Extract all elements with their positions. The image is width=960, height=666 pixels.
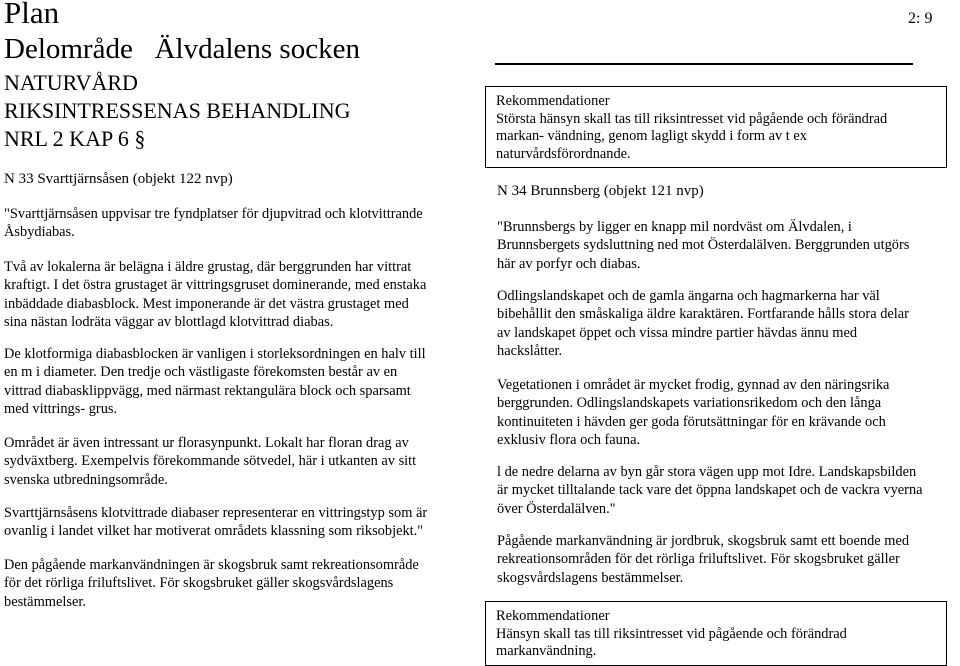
- text-line: med vittrings- grus.: [4, 401, 118, 418]
- text-line: är mycket tilltalande tack vare det öppna landskapet och de vackra vyerna: [497, 482, 923, 499]
- page-title: Plan: [4, 0, 60, 30]
- text-line: rekreationsområden för det rörliga friluftslivet. För skogsbruket gäller: [497, 551, 900, 568]
- left-paragraph-4: [4, 434, 416, 489]
- left-paragraph-1: [4, 205, 423, 242]
- text-line: kontinuiteten i hävden ger goda förutsättningar för en krävande och: [497, 413, 886, 430]
- text-line: Största hänsyn skall tas till riksintresset vid pågående och förändrad: [496, 110, 888, 127]
- section-heading-nrl: NRL 2 KAP 6 §: [4, 126, 146, 151]
- text-line: över Österdalälven.": [497, 500, 616, 517]
- text-line: l de nedre delarna av byn går stora vägen upp mot Idre. Landskapsbilden: [497, 464, 917, 480]
- text-line: vittrad diabasklippvägg, med närmast rektangulära block och sparsamt: [4, 382, 411, 399]
- text-line: bibehållit den småskaliga äldre karaktären. Fortfarande hålls stora delar: [497, 306, 909, 323]
- area-prefix: Delområde: [4, 33, 133, 65]
- recommendation-box-1: [485, 86, 947, 168]
- text-line: Två av lokalerna är belägna i äldre grustag, där berggrunden har vittrat: [4, 259, 412, 275]
- area-name: Älvdalens socken: [154, 33, 360, 65]
- text-line: sydväxtberg. Exempelvis förekommande sötvedel, här i utkanten av sitt: [4, 453, 417, 470]
- object-title-n33: N 33 Svarttjärnsåsen (objekt 122 nvp): [4, 171, 233, 187]
- text-line: inbäddade diabasblock. Mest imponerande är det västra grustaget med: [4, 295, 409, 312]
- area-heading: [4, 31, 360, 67]
- right-paragraph-5: [497, 532, 909, 587]
- recommendation-box-2: [485, 601, 947, 666]
- text-line: Svarttjärnsåsens klotvittrade diabaser representerar en vittringstyp som är: [4, 505, 428, 521]
- text-line: ovanlig i landet vilket har motiverat områdets klassning som riksobjekt.": [4, 523, 424, 540]
- text-line: av landskapet öppet och vissa mindre partier hävdas ännu med: [497, 324, 858, 341]
- text-line: Åsbydiabas.: [4, 224, 75, 241]
- text-line: kraftigt. I det östra grustaget är vittringsgruset dominerande, med enstaka: [4, 277, 427, 294]
- object-title-n34: N 34 Brunnsberg (objekt 121 nvp): [497, 183, 704, 199]
- text-line: sina nästan lodräta väggar av blottlagd klotvittrad diabas.: [4, 314, 334, 331]
- text-line: svenska utbredningsområde.: [4, 471, 168, 488]
- text-line: här av porfyr och diabas.: [497, 255, 641, 272]
- left-paragraph-2: [4, 258, 426, 332]
- text-line: naturvårdsförordnande.: [496, 145, 631, 162]
- text-line: Brunnsbergets sydsluttning ned mot Österdalälven. Berggrunden utgörs: [497, 237, 910, 254]
- text-line: De klotformiga diabasblocken är vanligen i storleksordningen en halv till: [4, 346, 426, 362]
- text-line: berggrunden. Odlingslandskapets variationsrikedom och den långa: [497, 395, 882, 412]
- left-paragraph-6: [4, 556, 419, 611]
- text-line: Odlingslandskapet och de gamla ängarna och hagmarkerna har väl: [497, 288, 880, 304]
- text-line: Pågående markanvändning är jordbruk, skogsbruk samt ett boende med: [497, 533, 910, 549]
- text-line: bestämmelser.: [4, 593, 86, 610]
- header-rule: [495, 63, 913, 65]
- text-line: "Svarttjärnsåsen uppvisar tre fyndplatser för djupvitrad och klotvittrande: [4, 206, 423, 222]
- text-line: markanvändning.: [496, 643, 597, 660]
- text-line: för det rörliga friluftslivet. För skogsbruket gäller skogsvårdslagens: [4, 575, 394, 592]
- recommendation-title: Rekommendationer: [496, 608, 610, 624]
- right-paragraph-4: [497, 463, 923, 518]
- text-line: Vegetationen i området är mycket frodig, gynnad av den näringsrika: [497, 377, 890, 393]
- text-line: skogsvårdslagens bestämmelser.: [497, 569, 684, 586]
- right-paragraph-2: [497, 287, 909, 361]
- text-line: Området är även intressant ur florasynpunkt. Lokalt har floran drag av: [4, 435, 409, 451]
- recommendation-title: Rekommendationer: [496, 93, 610, 109]
- right-paragraph-1: [497, 218, 909, 273]
- left-paragraph-5: [4, 504, 427, 541]
- right-paragraph-3: [497, 376, 889, 450]
- text-line: Den pågående markanvändningen är skogsbruk samt rekreationsområde: [4, 557, 419, 573]
- page-number: 2: 9: [908, 10, 933, 27]
- text-line: exklusiv flora och fauna.: [497, 432, 641, 449]
- section-heading-naturvard: NATURVÅRD: [4, 70, 138, 95]
- text-line: hackslåtter.: [497, 343, 563, 360]
- left-paragraph-3: [4, 345, 426, 419]
- text-line: Hänsyn skall tas till riksintresset vid pågående och förändrad: [496, 625, 847, 642]
- text-line: en m i diameter. Den tredje och västligaste förekomsten består av en: [4, 364, 398, 381]
- text-line: "Brunnsbergs by ligger en knapp mil nordväst om Älvdalen, i: [497, 219, 852, 235]
- section-heading-riksintressen: RIKSINTRESSENAS BEHANDLING: [4, 98, 351, 123]
- text-line: markan- vändning, genom lagligt skydd i form av t ex: [496, 128, 807, 145]
